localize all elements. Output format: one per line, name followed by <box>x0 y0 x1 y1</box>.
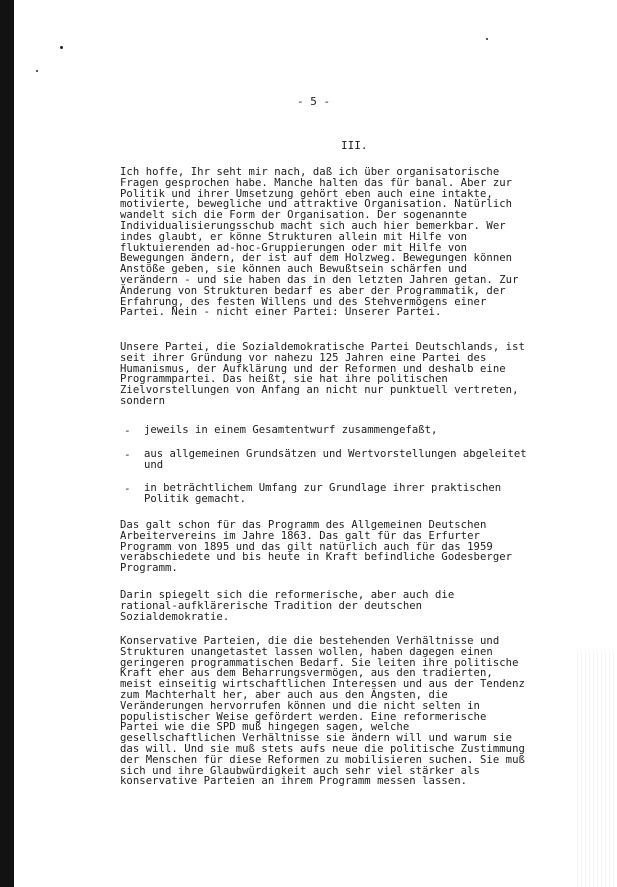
bullet-text-1: jeweils in einem Gesamtentwurf zusammengefaßt, <box>144 424 438 436</box>
scan-dark-edge <box>0 0 14 887</box>
document-page <box>14 0 617 887</box>
bullet-dash-3: - <box>124 482 131 495</box>
paragraph-5: Konservative Parteien, die die bestehenden Verhältnisse und Strukturen unangetastet lassen wollen, haben dagegen einen geringeren programmatischen Bedarf. Sie leiten ihre politische Kraft eher aus dem Beharrungsvermögen, aus den tradierten, meist einseitig wirtschaftlichen Interessen und aus der Tendenz zum Machterhalt her, aber auch aus den Ängsten, die Veränderungen hervorrufen können und die nicht selten in populistischer Weise gefördert werden. Eine reformerische Partei wie die SPD muß hingegen sagen, welche gesellschaftlichen Verhältnisse sie ändern will und warum sie das will. Und sie muß stets aufs neue die politische Zustimmung der Menschen für diese Reformen zu mobilisieren suchen. Sie muß sich und ihre Glaubwürdigkeit auch sehr viel stärker als konservative Parteien an ihrem Programm messen lassen. <box>120 635 525 788</box>
scan-noise <box>577 650 617 887</box>
paragraph-4: Darin spiegelt sich die reformerische, aber auch die rational-aufklärerische Tradition der deutschen Sozialdemokratie. <box>120 589 455 623</box>
scan-speck <box>60 46 63 49</box>
scan-speck <box>36 70 38 72</box>
bullet-dash-1: - <box>124 424 131 437</box>
page-number: - 5 - <box>297 95 331 108</box>
scan-speck <box>486 38 488 40</box>
section-heading: III. <box>341 139 368 152</box>
paragraph-1: Ich hoffe, Ihr seht mir nach, daß ich über organisatorische Fragen gesprochen habe. Manche halten das für banal. Aber zur Politik und ihrer Umsetzung gehört eben auch eine intakte, motivierte, bewegliche und attraktive Organisation. Natürlich wandelt sich die Form der Organisation. Der sogenannte Individualisierungsschub macht sich auch hier bemerkbar. Wer indes glaubt, er könne Strukturen allein mit Hilfe von fluktuierenden ad-hoc-Gruppierungen oder mit Hilfe von Bewegungen ändern, der ist auf dem Holzweg. Bewegungen können Anstöße geben, sie können auch Bewußtsein schärfen und verändern - und sie haben das in den letzten Jahren getan. Zur Änderung von Strukturen bedarf es aber der Programmatik, der Erfahrung, des festen Willens und des Stehvermögens einer Partei. Nein - nicht einer Partei: Unserer Partei. <box>120 166 519 319</box>
paragraph-3: Das galt schon für das Programm des Allgemeinen Deutschen Arbeitervereins im Jahre 1863. Das galt für das Erfurter Programm von 1895 und das gilt natürlich auch für das 1959 verabschiedete und bis heute in Kraft befindliche Godesberger Programm. <box>120 519 513 575</box>
bullet-text-2: aus allgemeinen Grundsätzen und Wertvorstellungen abgeleitet und <box>144 448 527 471</box>
bullet-dash-2: - <box>124 448 131 461</box>
bullet-text-3: in beträchtlichem Umfang zur Grundlage ihrer praktischen Politik gemacht. <box>144 482 502 505</box>
paragraph-2: Unsere Partei, die Sozialdemokratische Partei Deutschlands, ist seit ihrer Gründung vor nahezu 125 Jahren eine Partei des Humanismus, der Aufklärung und der Reformen und deshalb eine Programmpartei. Das heißt, sie hat ihre politischen Zielvorstellungen von Anfang an nicht nur punktuell vertreten, sondern <box>120 341 525 407</box>
